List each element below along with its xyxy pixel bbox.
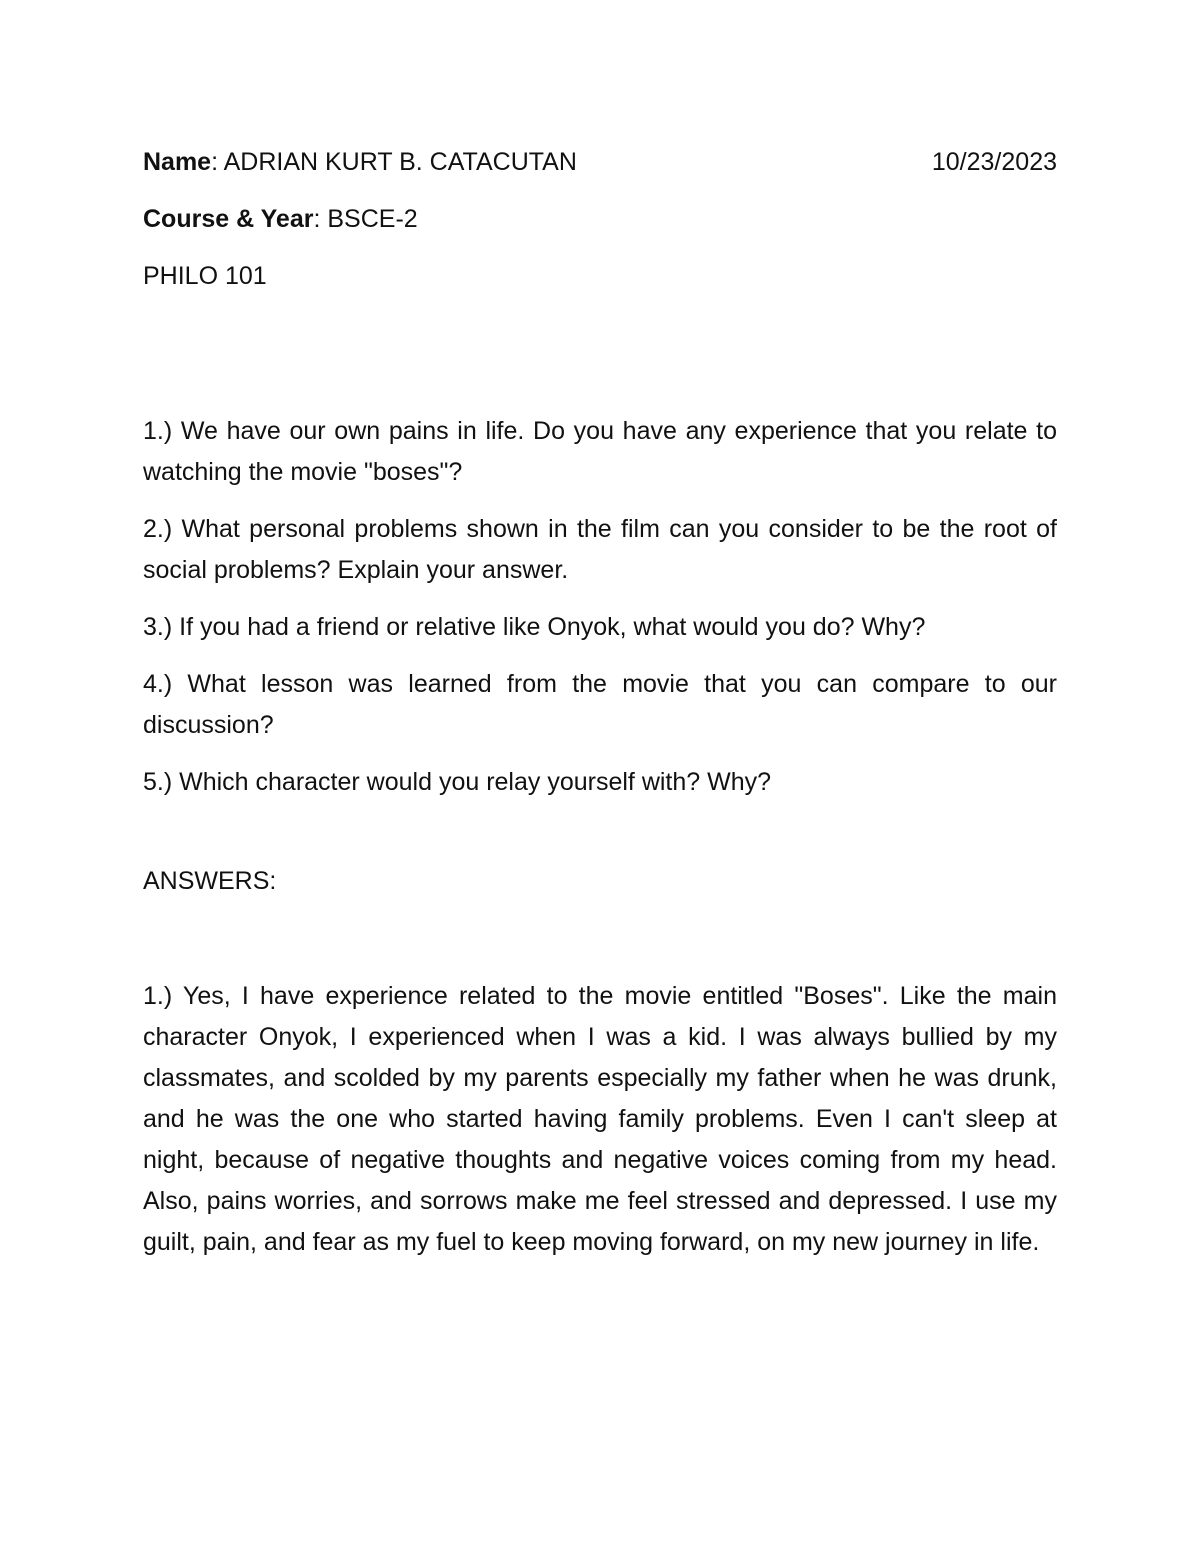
question-item: 2.) What personal problems shown in the film can you consider to be the root of social problems? Explain your answer. xyxy=(143,515,1057,584)
name-value: : ADRIAN KURT B. CATACUTAN xyxy=(211,148,577,176)
course-year-field xyxy=(143,199,1057,240)
subject-text: PHILO 101 xyxy=(143,262,267,290)
answer-item: 1.) Yes, I have experience related to the movie entitled "Boses". Like the main character Onyok, I experienced when I was a kid. I was always bullied by my classmates, and scolded by my parents especially my father when he was drunk, and he was the one who started having family problems. Even I can't sleep at night, because of negative thoughts and negative voices coming from my head. Also, pains worries, and sorrows make me feel stressed and depressed. I use my guilt, pain, and fear as my fuel to keep moving forward, on my new journey in life. xyxy=(143,982,1057,1256)
document-body xyxy=(143,142,1057,1263)
question-item: 1.) We have our own pains in life. Do you have any experience that you relate to watching the movie "boses"? xyxy=(143,417,1057,486)
date-text: 10/23/2023 xyxy=(931,148,1057,176)
question-item: 4.) What lesson was learned from the movie that you can compare to our discussion? xyxy=(143,670,1057,739)
name-label: Name xyxy=(143,148,212,176)
course-label: Course & Year xyxy=(143,205,314,233)
name-field xyxy=(143,142,577,183)
question-item: 3.) If you had a friend or relative like Onyok, what would you do? Why? xyxy=(143,613,926,641)
answers-list xyxy=(143,976,1057,1263)
questions-list xyxy=(143,411,1057,803)
question-item: 5.) Which character would you relay yourself with? Why? xyxy=(143,768,772,796)
course-value: : BSCE-2 xyxy=(313,205,418,233)
name-date-line xyxy=(143,142,1057,183)
answers-heading: ANSWERS: xyxy=(143,867,277,895)
